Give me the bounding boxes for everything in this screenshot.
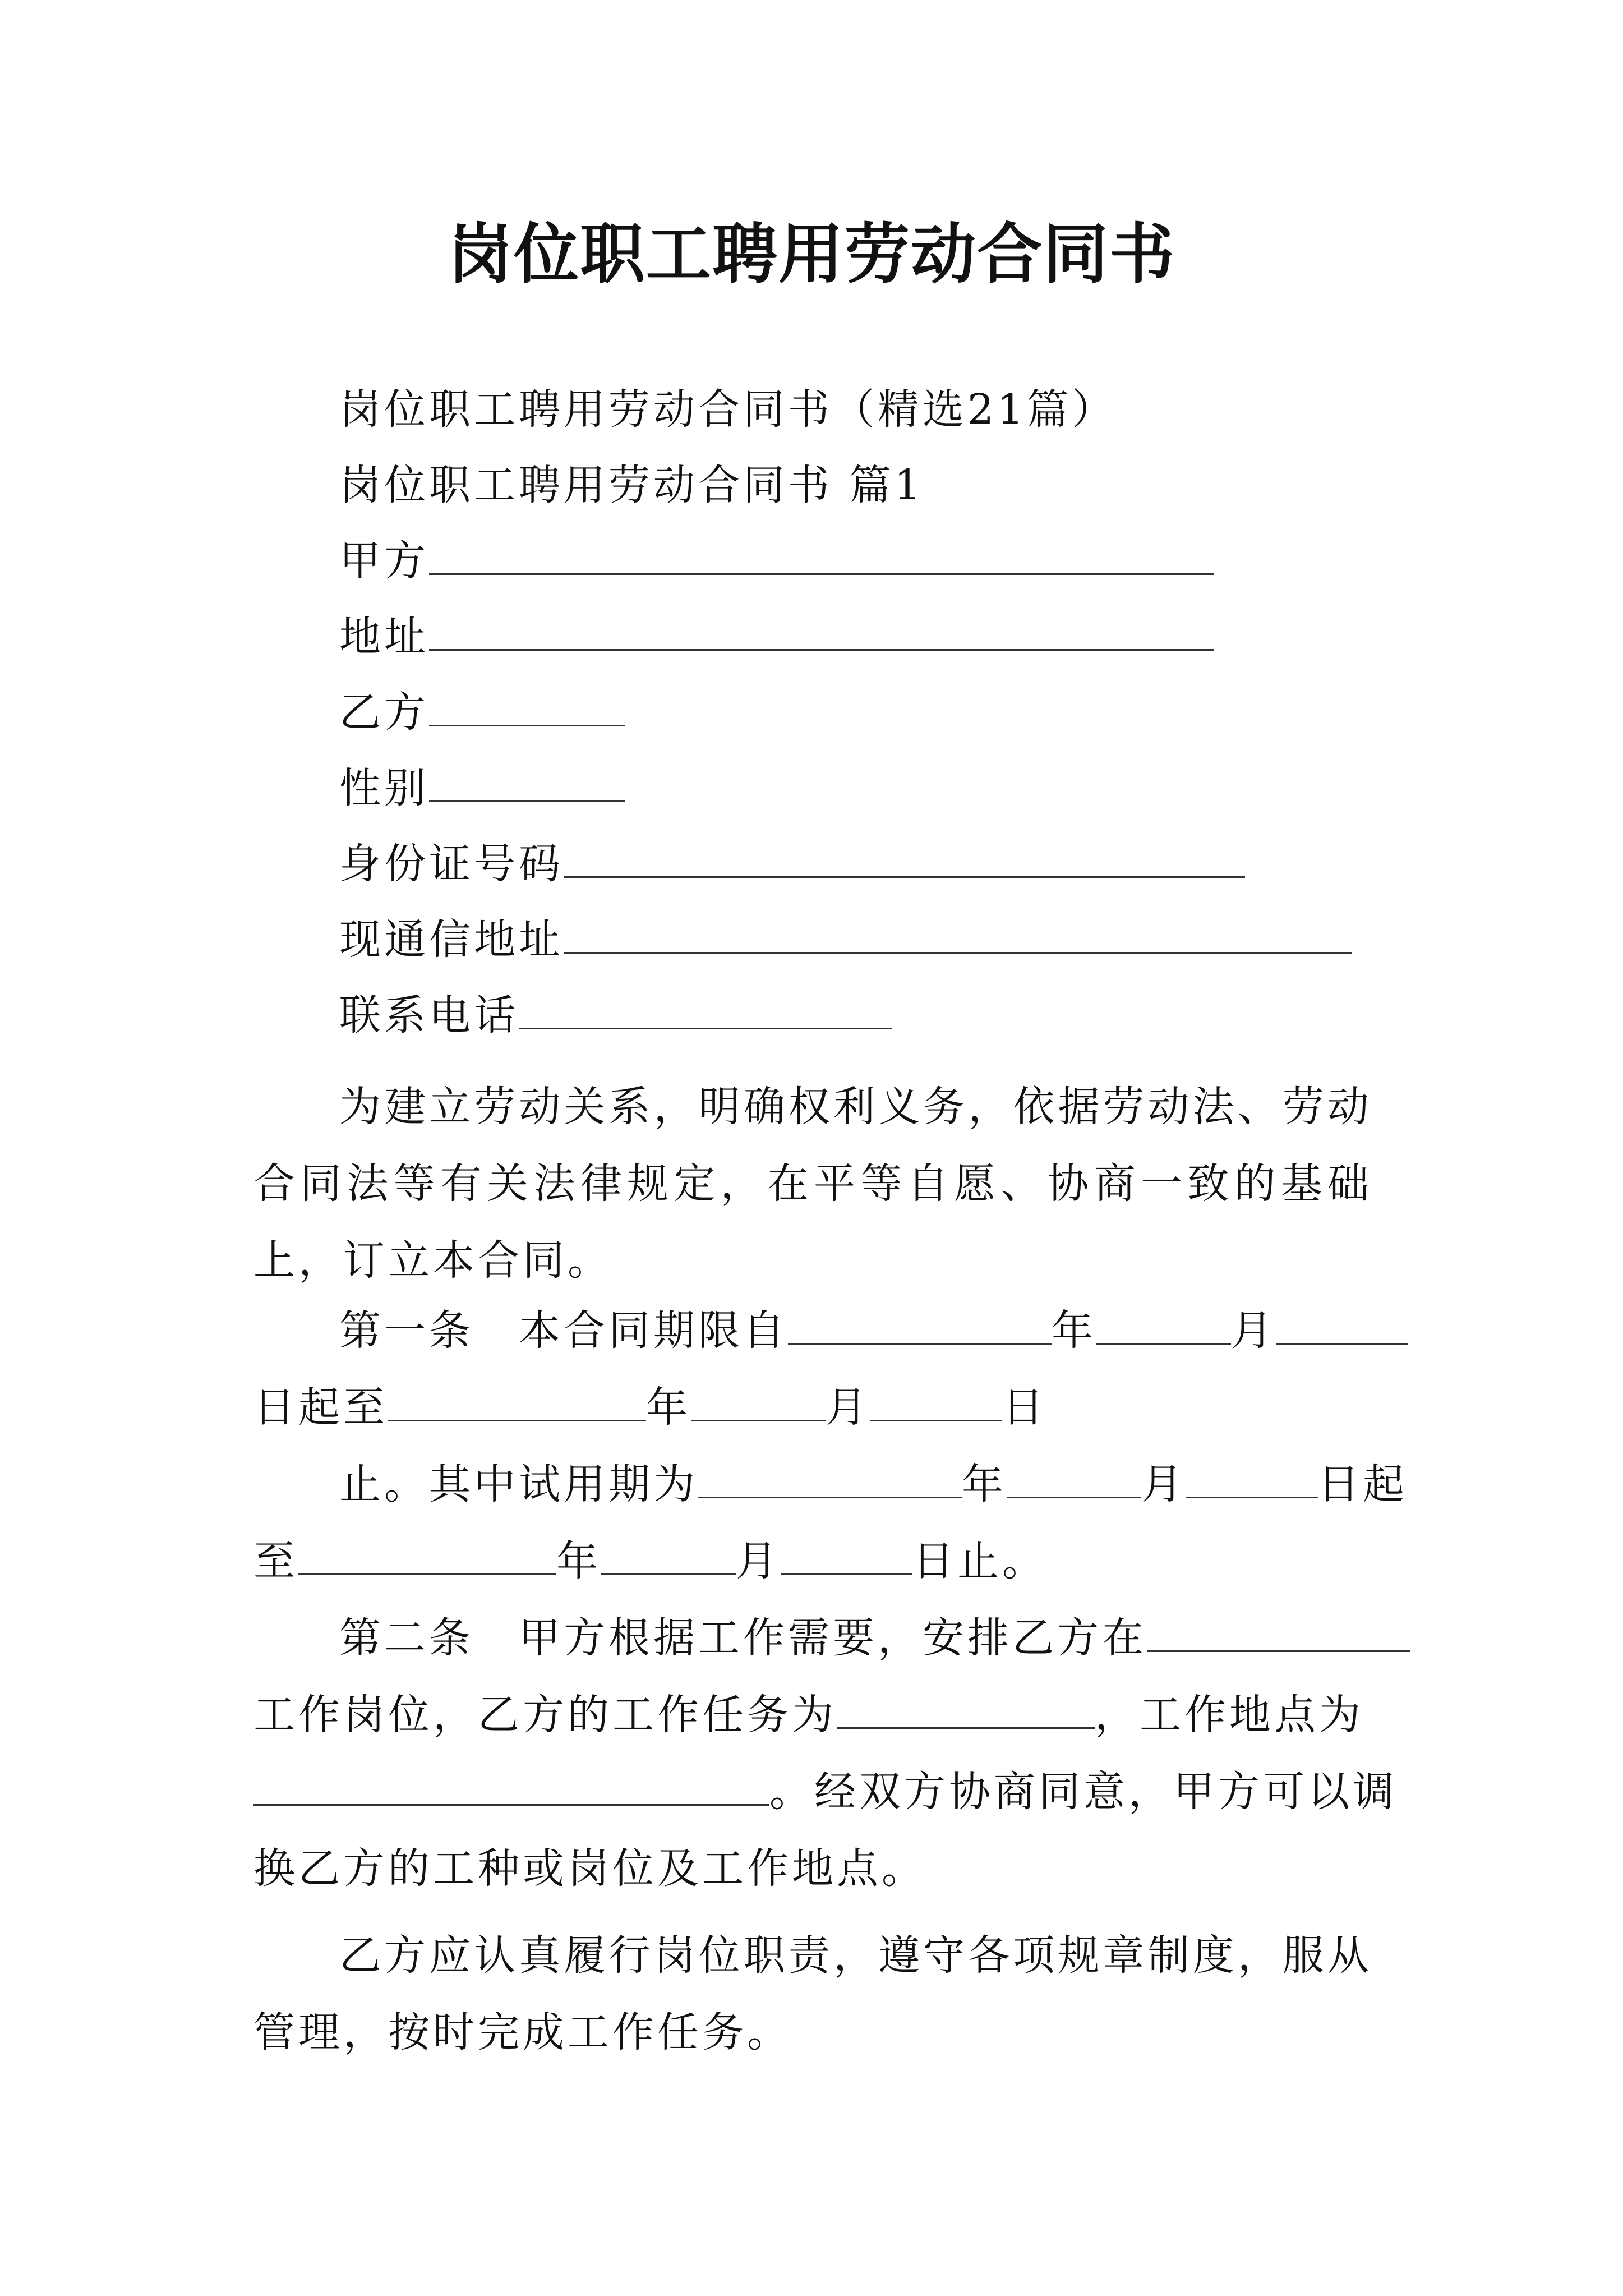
article1-line2 (253, 1379, 1047, 1435)
subtitle: 岗位职工聘用劳动合同书（精选21篇） (339, 385, 1117, 434)
article1-text: 至 (253, 1537, 298, 1585)
article1-year-blank (788, 1304, 1052, 1345)
article2-line2 (253, 1687, 1364, 1743)
probation-day-blank (1186, 1457, 1318, 1498)
article2-line4: 换乙方的工种或岗位及工作地点。 (253, 1844, 926, 1893)
field-label: 现通信地址 (339, 915, 564, 964)
article1-day-blank (1276, 1304, 1408, 1345)
field-mail-address (339, 912, 1352, 968)
document-title: 岗位职工聘用劳动合同书 (448, 216, 1175, 292)
field-label: 性别 (339, 764, 429, 812)
day-from-label: 日起 (1318, 1460, 1408, 1508)
field-gender (339, 760, 625, 816)
article1-end-month-blank (691, 1381, 826, 1421)
article2-line3 (253, 1764, 1398, 1820)
month-label: 月 (826, 1383, 870, 1432)
article1-month-blank (1096, 1304, 1231, 1345)
field-party-a (339, 533, 1214, 589)
phone-blank (519, 988, 892, 1029)
field-label: 联系电话 (339, 991, 519, 1039)
field-phone (339, 987, 892, 1043)
article1-line3 (339, 1456, 1408, 1512)
party-a-blank (429, 534, 1214, 575)
gender-blank (429, 761, 625, 802)
year-label: 年 (1052, 1306, 1096, 1355)
article2-text: ，工作地点为 (1095, 1691, 1364, 1739)
day-label: 日 (1002, 1383, 1047, 1432)
year-label: 年 (556, 1537, 601, 1585)
field-label: 乙方 (339, 688, 429, 737)
month-label: 月 (736, 1537, 781, 1585)
year-label: 年 (646, 1383, 691, 1432)
article1-line4 (253, 1533, 1047, 1589)
probation-end-day-blank (781, 1534, 912, 1575)
field-label: 身份证号码 (339, 840, 564, 888)
duty-paragraph: 乙方应认真履行岗位职责，遵守各项规章制度，服从管理，按时完成工作任务。 (253, 1931, 1372, 2056)
field-label: 甲方 (339, 537, 429, 585)
intro-paragraph: 为建立劳动关系，明确权利义务，依据劳动法、劳动合同法等有关法律规定，在平等自愿、协商一致的基础上，订立本合同。 (253, 1083, 1372, 1285)
day-end-label: 日止。 (912, 1537, 1047, 1585)
probation-end-month-blank (601, 1534, 736, 1575)
month-label: 月 (1141, 1460, 1186, 1508)
probation-month-blank (1007, 1457, 1141, 1498)
field-party-b (339, 684, 625, 740)
article1-text: 日起至 (253, 1383, 388, 1432)
probation-year-blank (698, 1457, 962, 1498)
article1-end-day-blank (870, 1381, 1002, 1421)
year-label: 年 (962, 1460, 1007, 1508)
post-blank (1147, 1611, 1410, 1652)
field-label: 地址 (339, 613, 429, 661)
article1-line1 (339, 1303, 1408, 1359)
article2-label: 第二条 (339, 1614, 474, 1662)
mail-address-blank (564, 913, 1352, 954)
article1-label: 第一条 (339, 1306, 474, 1355)
workplace-blank (253, 1765, 769, 1806)
address-blank (429, 610, 1214, 651)
article1-text: 止。其中试用期为 (339, 1460, 698, 1508)
article1-text: 本合同期限自 (519, 1306, 788, 1355)
party-b-blank (429, 685, 625, 726)
article1-end-year-blank (388, 1381, 646, 1421)
section-heading: 岗位职工聘用劳动合同书 篇1 (339, 461, 924, 509)
task-blank (837, 1688, 1095, 1729)
month-label: 月 (1231, 1306, 1276, 1355)
article2-text: 工作岗位，乙方的工作任务为 (253, 1691, 837, 1739)
field-id-number (339, 836, 1245, 892)
probation-end-year-blank (298, 1534, 556, 1575)
article2-line1 (339, 1610, 1410, 1666)
article2-text: 。经双方协商同意，甲方可以调 (769, 1768, 1398, 1816)
id-number-blank (564, 837, 1245, 878)
field-address (339, 609, 1214, 665)
article2-text: 甲方根据工作需要，安排乙方在 (519, 1614, 1147, 1662)
